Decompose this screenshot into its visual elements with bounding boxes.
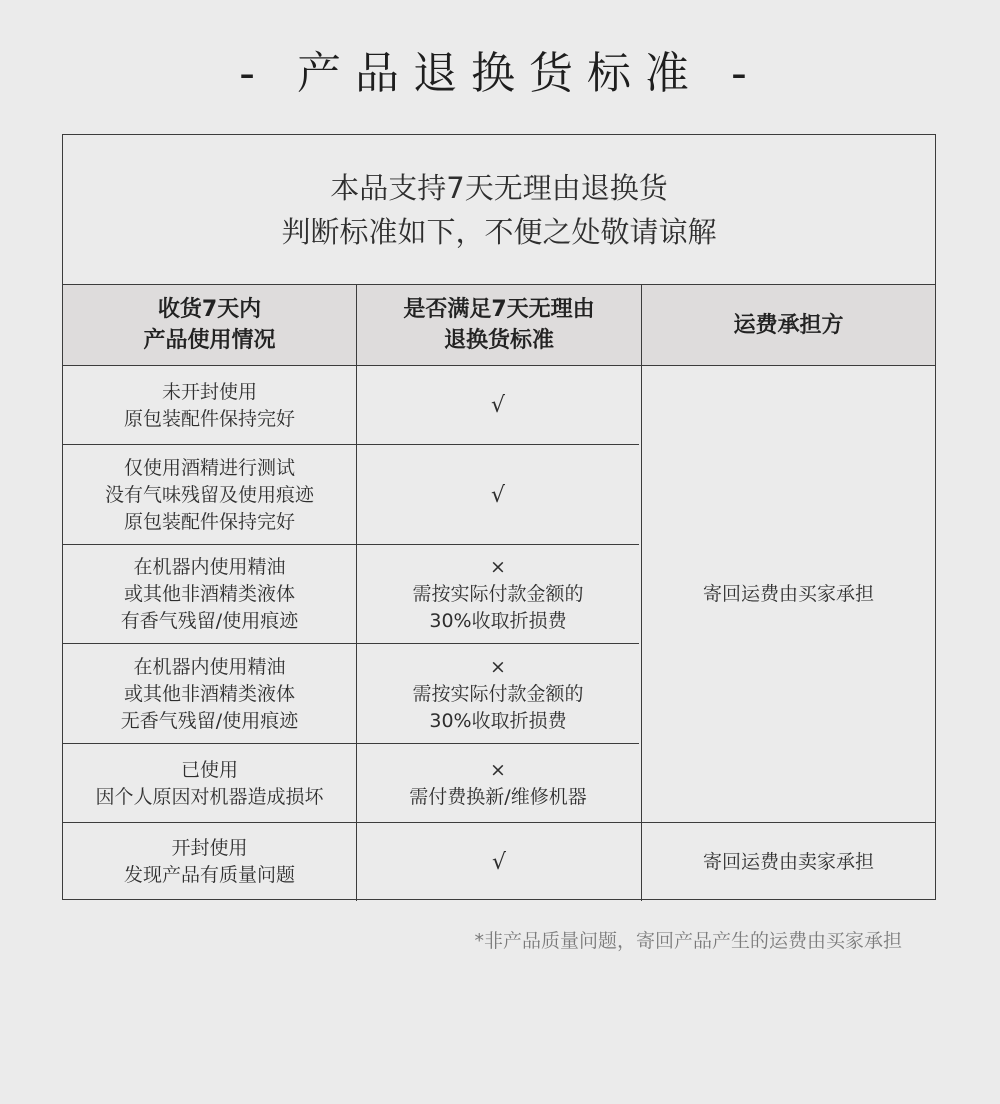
banner-line-1: 本品支持7天无理由退换货	[330, 170, 668, 205]
check-mark-icon: √	[491, 849, 507, 875]
row-2-usage-line-1: 仅使用酒精进行测试	[123, 456, 295, 479]
row-2-standard	[357, 445, 639, 545]
row-3-usage-line-1: 在机器内使用精油	[133, 556, 286, 578]
row-1-usage-line-2: 原包装配件保持完好	[123, 407, 295, 430]
row-5-usage-line-1: 已使用	[180, 758, 238, 781]
row-1-usage-line-1: 未开封使用	[161, 380, 257, 403]
banner-line-2: 判断标准如下，不便之处敬请谅解	[281, 214, 717, 249]
row-5-standard	[357, 744, 639, 823]
row-divider	[357, 444, 639, 445]
row-2-usage-line-3: 原包装配件保持完好	[123, 510, 295, 533]
header-shipping-line-1: 运费承担方	[733, 312, 844, 338]
policy-banner	[63, 135, 935, 285]
header-usage-line-1: 收货7天内	[157, 297, 262, 322]
header-standard-line-2: 退换货标准	[443, 328, 554, 353]
row-6-standard	[357, 824, 641, 900]
row-6-usage-line-2: 发现产品有质量问题	[123, 864, 295, 886]
column-divider	[641, 285, 642, 901]
row-3-usage	[63, 545, 356, 644]
shipping-seller-text: 寄回运费由卖家承担	[702, 850, 874, 873]
row-5-standard-line-2: 需付费换新/维修机器	[409, 785, 587, 808]
header-usage	[63, 285, 356, 365]
row-5-usage-line-2: 因个人原因对机器造成损坏	[95, 785, 324, 808]
row-4-usage-line-3: 无香气残留/使用痕迹	[120, 709, 299, 732]
row-divider	[63, 365, 935, 366]
row-4-standard	[357, 644, 639, 744]
row-6-usage	[63, 824, 356, 900]
shipping-buyer-text: 寄回运费由买家承担	[702, 583, 874, 605]
row-divider	[63, 643, 639, 644]
check-mark-icon: √	[490, 482, 506, 508]
cross-mark-icon: ×	[490, 758, 506, 781]
row-6-usage-line-1: 开封使用	[171, 837, 248, 859]
row-5-usage	[63, 744, 356, 823]
shipping-buyer-cell	[642, 366, 935, 823]
row-3-usage-line-2: 或其他非酒精类液体	[123, 583, 295, 605]
row-4-usage	[63, 644, 356, 744]
shipping-seller-cell	[642, 824, 935, 900]
cross-mark-icon: ×	[490, 655, 506, 678]
check-mark-icon: √	[490, 393, 506, 418]
row-divider	[63, 743, 639, 744]
row-2-usage	[63, 445, 356, 545]
return-policy-table	[62, 134, 936, 900]
header-usage-line-2: 产品使用情况	[143, 328, 276, 353]
row-4-usage-line-1: 在机器内使用精油	[133, 655, 286, 678]
row-divider	[63, 822, 935, 823]
row-3-standard-line-2: 需按实际付款金额的	[412, 583, 584, 605]
header-standard	[357, 285, 641, 365]
footnote: *非产品质量问题，寄回产品产生的运费由买家承担	[474, 930, 902, 952]
row-divider	[63, 444, 356, 445]
row-divider	[63, 544, 639, 545]
row-4-standard-line-3: 30%收取折损费	[429, 709, 567, 732]
page-title: - 产品退换货标准 -	[239, 48, 761, 99]
row-2-usage-line-2: 没有气味残留及使用痕迹	[104, 483, 314, 506]
row-3-standard	[357, 545, 639, 644]
row-4-standard-line-2: 需按实际付款金额的	[412, 682, 584, 705]
row-3-usage-line-3: 有香气残留/使用痕迹	[120, 610, 299, 632]
header-standard-line-1: 是否满足7天无理由	[403, 297, 595, 322]
cross-mark-icon: ×	[490, 556, 506, 578]
column-divider	[356, 285, 357, 901]
row-1-usage	[63, 366, 356, 445]
row-3-standard-line-3: 30%收取折损费	[429, 610, 567, 632]
row-4-usage-line-2: 或其他非酒精类液体	[123, 682, 295, 705]
header-shipping	[642, 285, 935, 365]
row-1-standard	[357, 366, 639, 445]
